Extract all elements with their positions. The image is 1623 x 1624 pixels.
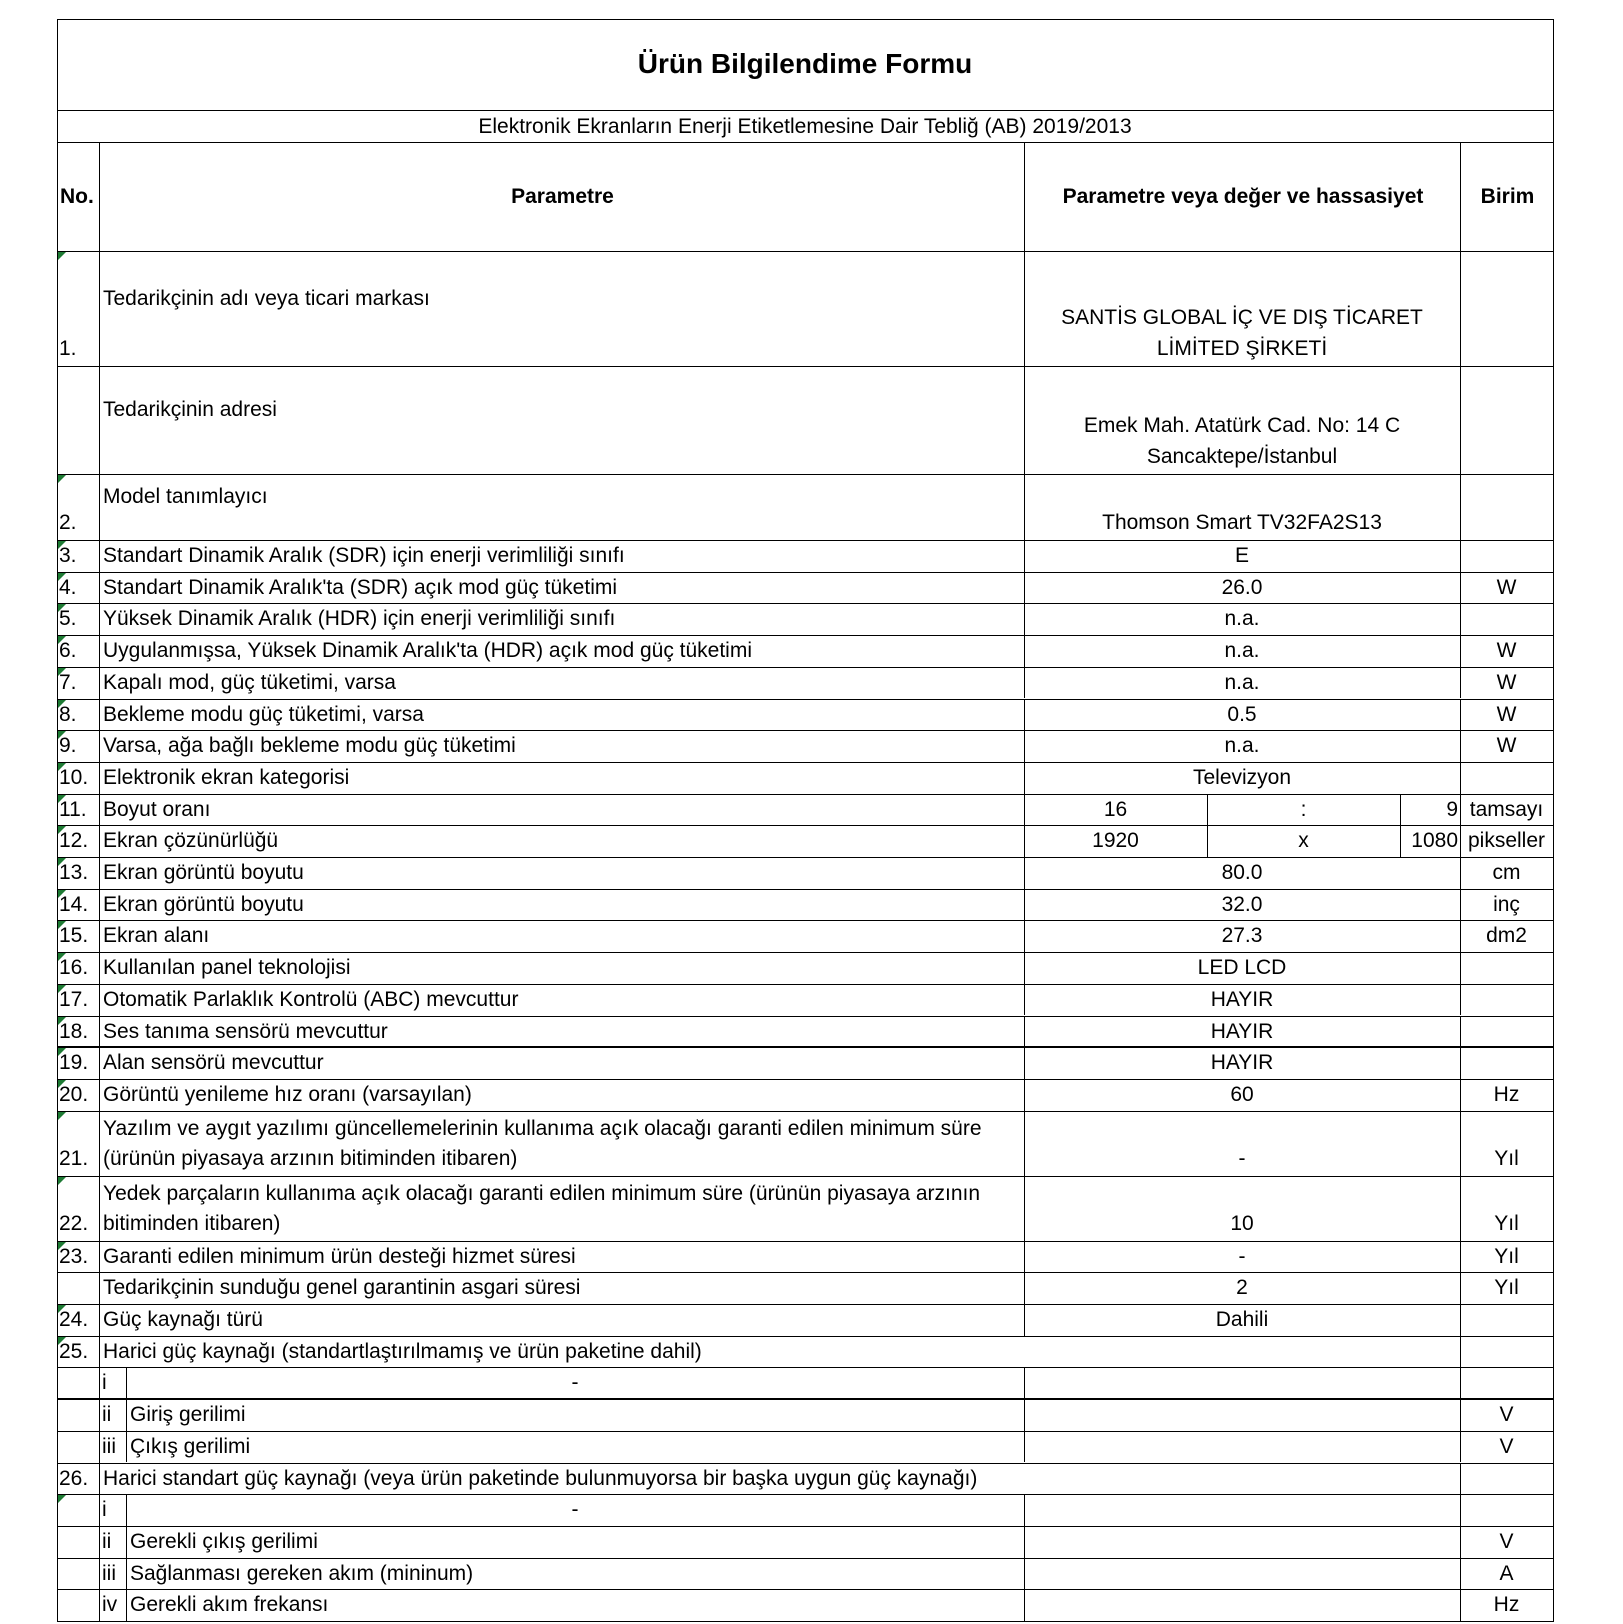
unit: Yıl [1494,1211,1519,1235]
comment-marker [58,1048,66,1056]
parameter-value: 27.3 [1221,924,1263,948]
grid-line [1460,1111,1461,1176]
parameter-value: Televizyon [1192,765,1292,789]
grid-line [1024,1241,1025,1273]
row-number: 9. [59,734,77,758]
grid-line [1024,540,1025,572]
grid-line [1460,1272,1461,1304]
row-number: 12. [59,829,89,853]
grid-line [1024,1589,1025,1621]
parameter-value: 80.0 [1221,861,1263,884]
parameter-value: SANTİS GLOBAL İÇ VE DIŞ TİCARET LİMİTED ŞİRKETİ [1061,306,1423,360]
value-part-2: 9 [1446,797,1458,821]
parameter-label: Tedarikçinin adı veya ticari markası [103,286,430,310]
parameter-value: Emek Mah. Atatürk Cad. No: 14 C Sancaktepe/İstanbul [1083,414,1401,468]
grid-line [1024,366,1025,474]
comment-marker [58,573,66,581]
parameter-label: Bekleme modu güç tüketimi, varsa [103,702,424,726]
row-number: 18. [59,1019,89,1043]
parameter-label: Tedarikçinin adresi [103,398,277,421]
grid-line [126,1494,127,1526]
comment-marker [58,1017,66,1025]
grid-line [1460,251,1461,366]
grid-line [1024,603,1025,635]
grid-line [1024,1272,1025,1304]
grid-line [1460,1526,1461,1558]
form-title: Ürün Bilgilendime Formu [637,48,973,79]
row-number: 8. [59,702,77,726]
sub-item-number: i [102,1498,107,1522]
parameter-label: Harici güç kaynağı (standartlaştırılmamış ve ürün paketine dahil) [103,1339,702,1363]
grid-line [1024,635,1025,667]
parameter-value: n.a. [1224,607,1260,631]
row-number: 17. [59,987,89,1011]
comment-marker [58,668,66,676]
parameter-label: Varsa, ağa bağlı bekleme modu güç tüketimi [103,734,516,758]
grid-line [1024,1304,1025,1336]
unit: Hz [1493,1593,1520,1617]
grid-line [1024,1016,1025,1048]
parameter-value: n.a. [1224,734,1260,758]
row-number: 13. [59,861,89,884]
grid-line [1460,1079,1461,1111]
row-number: 19. [59,1051,89,1075]
grid-line [1460,603,1461,635]
row-number: 10. [59,765,89,789]
grid-line [57,1398,1554,1400]
sub-item-number: ii [102,1529,112,1553]
value-part-2: 1080 [1411,829,1458,853]
grid-line [1400,794,1401,826]
grid-line [1024,1431,1025,1463]
grid-line [1460,366,1461,474]
sub-item-number: iii [102,1561,116,1585]
grid-line [1024,1079,1025,1111]
parameter-value: HAYIR [1210,1019,1274,1043]
grid-line [1460,667,1461,699]
grid-line [57,1046,1554,1048]
unit: W [1496,702,1517,726]
comment-marker [58,1112,66,1120]
grid-line [57,110,1554,111]
grid-line [1460,572,1461,604]
parameter-label: Ekran görüntü boyutu [103,861,304,884]
grid-line [1024,730,1025,762]
row-number: 4. [59,575,77,599]
grid-line [57,366,1554,367]
comment-marker [58,475,66,483]
grid-line [1024,952,1025,984]
unit: Yıl [1494,1146,1519,1170]
grid-line [1460,1463,1461,1495]
parameter-label: Güç kaynağı türü [103,1308,263,1331]
parameter-label: Yüksek Dinamik Aralık (HDR) için enerji verimliliği sınıfı [103,607,616,631]
row-number: 3. [59,544,77,567]
unit: W [1496,670,1517,694]
parameter-value: n.a. [1224,670,1260,694]
parameter-label: Otomatik Parlaklık Kontrolü (ABC) mevcuttur [103,987,519,1011]
grid-line [1460,730,1461,762]
parameter-label: Garanti edilen minimum ürün desteği hizmet süresi [103,1244,576,1268]
row-number: 25. [59,1339,89,1363]
grid-line [1460,920,1461,952]
comment-marker [58,700,66,708]
row-number: 21. [59,1146,89,1170]
parameter-label: Gerekli çıkış gerilimi [130,1529,318,1553]
parameter-label: Yazılım ve aygıt yazılımı güncellemelerinin kullanıma açık olacağı garanti edilen minimum süre [103,1116,982,1140]
grid-line [1460,1176,1461,1241]
parameter-label: Çıkış gerilimi [130,1434,251,1458]
grid-line [57,1621,1554,1622]
grid-line [1460,1399,1461,1431]
grid-line [1460,540,1461,572]
comment-marker [58,953,66,961]
unit: cm [1492,861,1521,884]
comment-marker [58,541,66,549]
grid-line [1460,762,1461,794]
row-number: 1. [59,337,77,360]
row-number: 14. [59,892,89,916]
unit: A [1499,1561,1514,1585]
comment-marker [58,858,66,866]
grid-line [57,251,1554,252]
unit: W [1496,639,1517,663]
parameter-value: 26.0 [1221,575,1263,599]
grid-line [1024,474,1025,540]
unit: Yıl [1494,1244,1519,1268]
grid-line [1460,1304,1461,1336]
grid-line [1460,1431,1461,1463]
grid-line [1024,142,1025,251]
grid-line [1024,699,1025,731]
grid-line [1024,1494,1025,1526]
comment-marker [58,890,66,898]
header-value: Parametre veya değer ve hassasiyet [1062,185,1424,208]
parameter-label: Standart Dinamik Aralık'ta (SDR) açık mod güç tüketimi [103,575,618,599]
grid-line [126,1526,127,1558]
regulation-subtitle: Elektronik Ekranların Enerji Etiketlemesine Dair Tebliğ (AB) 2019/2013 [478,115,1132,138]
comment-marker [58,604,66,612]
row-number: 24. [59,1308,89,1331]
parameter-label: Standart Dinamik Aralık (SDR) için enerji verimliliği sınıfı [103,544,625,567]
row-number: 26. [59,1466,89,1490]
comment-marker [58,1337,66,1345]
unit: pikseller [1467,829,1546,853]
header-no: No. [60,185,94,208]
parameter-value: 0.5 [1227,702,1257,726]
value-separator: : [1300,797,1307,821]
grid-line [1460,857,1461,889]
parameter-label: Sağlanması gereken akım (mininum) [130,1561,474,1585]
unit: inç [1493,892,1520,916]
parameter-value: E [1234,544,1249,567]
comment-marker [58,763,66,771]
parameter-label: Ekran alanı [103,924,210,948]
parameter-value: - [1238,1146,1246,1170]
grid-line [1207,794,1208,826]
parameter-value: n.a. [1224,639,1260,663]
grid-line [126,1589,127,1621]
grid-line [1024,251,1025,366]
grid-line [1400,825,1401,857]
parameter-label: - [571,1371,579,1395]
grid-line [1460,1047,1461,1079]
parameter-value: 60 [1230,1082,1254,1106]
sub-item-number: iv [102,1593,118,1617]
grid-line [1024,1367,1025,1399]
grid-line [57,1176,1554,1177]
parameter-label: Ekran görüntü boyutu [103,892,304,916]
parameter-label: Harici standart güç kaynağı (veya ürün paketinde bulunmuyorsa bir başka uygun güç kaynağı) [103,1466,978,1490]
grid-line [1553,19,1554,1621]
grid-line [1460,635,1461,667]
comment-marker [58,795,66,803]
parameter-label: Uygulanmışsa, Yüksek Dinamik Aralık'ta (HDR) açık mod güç tüketimi [103,639,753,663]
row-number: 15. [59,924,89,948]
grid-line [1024,889,1025,921]
grid-line [1024,1558,1025,1590]
grid-line [1460,984,1461,1016]
comment-marker [58,1495,66,1503]
unit: V [1499,1403,1514,1427]
parameter-label: Alan sensörü mevcuttur [103,1051,324,1075]
grid-line [57,1111,1554,1112]
grid-line [1460,1558,1461,1590]
parameter-label: Gerekli akım frekansı [130,1593,329,1617]
parameter-label-cont: (ürünün piyasaya arzının bitiminden itibaren) [103,1146,518,1170]
grid-line [1024,1176,1025,1241]
unit: Hz [1493,1082,1520,1106]
header-unit: Birim [1480,185,1535,208]
grid-line [1460,889,1461,921]
row-number: 2. [59,511,77,534]
header-parameter: Parametre [511,185,614,208]
grid-line [1460,142,1461,251]
grid-line [1024,1047,1025,1079]
grid-line [1024,572,1025,604]
sub-item-number: ii [102,1403,112,1427]
row-number: 23. [59,1244,89,1268]
unit: Yıl [1494,1276,1519,1300]
unit: tamsayı [1469,797,1544,821]
grid-line [126,1399,127,1431]
grid-line [57,142,1554,143]
comment-marker [58,731,66,739]
parameter-value: HAYIR [1210,987,1274,1011]
comment-marker [58,1242,66,1250]
parameter-label: Elektronik ekran kategorisi [103,765,350,789]
unit: dm2 [1486,924,1527,948]
grid-line [1460,794,1461,826]
parameter-label: - [571,1498,579,1522]
unit: W [1496,734,1517,758]
grid-line [1024,1526,1025,1558]
parameter-value: LED LCD [1197,956,1287,980]
comment-marker [58,636,66,644]
value-separator: x [1298,829,1309,853]
grid-line [1460,1367,1461,1399]
grid-line [126,1431,127,1463]
grid-line [1024,984,1025,1016]
grid-line [1460,1241,1461,1273]
value-part-1: 16 [1103,797,1128,821]
comment-marker [58,921,66,929]
parameter-label: Ekran çözünürlüğü [103,829,279,853]
grid-line [1024,1399,1025,1431]
parameter-label: Kullanılan panel teknolojisi [103,956,351,980]
row-number: 7. [59,670,77,694]
grid-line [1460,1016,1461,1048]
unit: V [1499,1434,1514,1458]
grid-line [1207,825,1208,857]
parameter-label: Model tanımlayıcı [103,485,268,508]
unit: W [1496,575,1517,599]
grid-line [1460,699,1461,731]
grid-line [1460,1336,1461,1368]
grid-line [57,474,1554,475]
grid-line [1460,474,1461,540]
grid-line [126,1367,127,1399]
grid-line [1024,920,1025,952]
row-number: 11. [59,797,87,821]
comment-marker [58,252,66,260]
grid-line [1024,825,1025,857]
grid-line [1024,1111,1025,1176]
grid-line [1460,825,1461,857]
parameter-value: Dahili [1215,1308,1269,1331]
row-number: 5. [59,607,77,631]
parameter-value: 32.0 [1221,892,1263,916]
parameter-label: Görüntü yenileme hız oranı (varsayılan) [103,1082,472,1106]
parameter-value: HAYIR [1210,1051,1274,1075]
parameter-label: Yedek parçaların kullanıma açık olacağı garanti edilen minimum süre (ürünün piyasaya arzının [103,1181,981,1205]
sub-item-number: i [102,1371,107,1395]
row-number: 16. [59,956,89,980]
grid-line [1460,952,1461,984]
row-number: 22. [59,1211,89,1235]
sub-item-number: iii [102,1434,116,1458]
parameter-label: Tedarikçinin sunduğu genel garantinin asgari süresi [103,1276,581,1300]
value-part-1: 1920 [1092,829,1139,853]
parameter-label: Giriş gerilimi [130,1403,246,1427]
grid-line [1460,1494,1461,1526]
grid-line [1460,1589,1461,1621]
grid-line [1024,762,1025,794]
grid-line [126,1558,127,1590]
grid-line [1024,667,1025,699]
parameter-value: - [1238,1244,1246,1268]
grid-line [1024,857,1025,889]
grid-line [57,19,1554,20]
grid-line [1024,794,1025,826]
comment-marker [58,985,66,993]
comment-marker [58,826,66,834]
parameter-label: Boyut oranı [103,797,211,821]
parameter-value: 2 [1236,1276,1248,1300]
comment-marker [58,1305,66,1313]
comment-marker [58,1080,66,1088]
parameter-label-cont: bitiminden itibaren) [103,1211,281,1235]
parameter-value: Thomson Smart TV32FA2S13 [1102,511,1382,534]
row-number: 6. [59,639,77,663]
parameter-value: 10 [1230,1211,1254,1235]
parameter-label: Ses tanıma sensörü mevcuttur [103,1019,388,1043]
row-number: 20. [59,1082,89,1106]
parameter-label: Kapalı mod, güç tüketimi, varsa [103,670,396,694]
comment-marker [58,1177,66,1185]
unit: V [1499,1529,1514,1553]
